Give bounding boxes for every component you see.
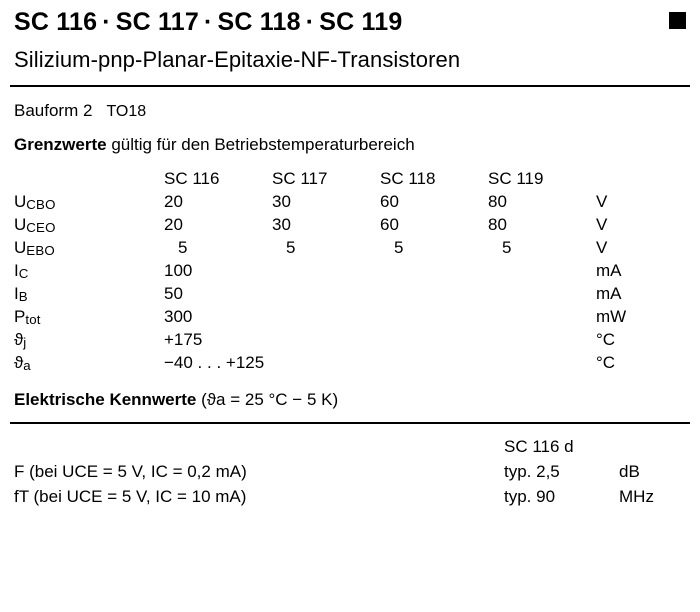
page-content [0, 101, 700, 410]
table-row [14, 282, 686, 305]
symbol-sub: j [23, 334, 27, 350]
symbol-main: ϑ [14, 329, 24, 349]
type-name-3: SC 119 [319, 8, 403, 36]
row-unit: mW [596, 306, 627, 326]
row-value-sc118: 60 [380, 191, 399, 211]
table-row [14, 213, 686, 236]
row-value-sc117: 5 [286, 237, 296, 257]
package-line [14, 101, 686, 121]
row-symbol [14, 259, 164, 282]
electrical-desc-header [14, 434, 504, 459]
symbol-sub: a [23, 357, 31, 373]
symbol-main: ϑ [14, 352, 24, 372]
row-symbol [14, 213, 164, 236]
row-unit: V [596, 191, 608, 211]
row-value-sc119: 80 [488, 191, 507, 211]
table-row [14, 459, 686, 484]
table-row [14, 305, 686, 328]
electrical-row-description: F (bei UCE = 5 V, IC = 0,2 mA) [14, 461, 247, 481]
row-symbol [14, 236, 164, 259]
row-value-sc117: 30 [272, 191, 291, 211]
col-sc116-header: SC 116 [164, 168, 220, 188]
electrical-row-description: fT (bei UCE = 5 V, IC = 10 mA) [14, 486, 247, 506]
row-symbol [14, 190, 164, 213]
row-symbol [14, 328, 164, 351]
symbol-sub: tot [25, 311, 41, 327]
table-row [14, 259, 686, 282]
symbol-sub: CEO [26, 219, 56, 235]
package-label: Bauform 2 [14, 101, 93, 120]
electrical-row-typ: typ. 90 [504, 486, 556, 506]
electrical-row-unit: dB [619, 461, 640, 481]
electrical-table-header-row [14, 434, 686, 459]
row-symbol [14, 351, 164, 374]
table-row [14, 190, 686, 213]
electrical-row-typ: typ. 2,5 [504, 461, 560, 481]
col-sc118-header: SC 118 [380, 168, 436, 188]
table-row [14, 328, 686, 351]
page-subtitle: Silizium-pnp-Planar-Epitaxie-NF-Transistoren [14, 47, 461, 72]
row-unit: V [596, 237, 608, 257]
row-value-common: 50 [164, 283, 183, 303]
electrical-unit-header [619, 434, 686, 459]
row-value-common: 100 [164, 260, 193, 280]
symbol-main: U [14, 237, 27, 257]
electrical-heading-bold: Elektrische Kennwerte [14, 390, 197, 409]
limits-table-header-row [14, 167, 686, 190]
symbol-main: U [14, 191, 27, 211]
electrical-table [14, 434, 686, 509]
col-sc119-header: SC 119 [488, 168, 544, 188]
col-symbol-header [14, 167, 164, 190]
symbol-sub: B [18, 288, 28, 304]
type-name-1: SC 117 [115, 8, 199, 36]
row-value-sc119: 5 [502, 237, 512, 257]
row-unit: °C [596, 329, 616, 349]
electrical-content [0, 434, 700, 509]
symbol-main: U [14, 214, 27, 234]
row-value-sc118: 5 [394, 237, 404, 257]
row-value-sc118: 60 [380, 214, 399, 234]
row-unit: mA [596, 283, 622, 303]
row-value-sc117: 30 [272, 214, 291, 234]
header-divider [10, 85, 690, 87]
electrical-device-header: SC 116 d [504, 436, 574, 456]
row-unit: mA [596, 260, 622, 280]
row-value-sc116: 20 [164, 191, 183, 211]
row-value-sc116: 20 [164, 214, 183, 234]
table-row [14, 351, 686, 374]
symbol-main: P [14, 306, 26, 326]
electrical-heading-condition: (ϑa = 25 °C − 5 K) [196, 390, 339, 409]
symbol-main: I [14, 260, 19, 280]
row-value-common: 300 [164, 306, 193, 326]
electrical-heading [14, 390, 686, 410]
title-separator-2: · [305, 8, 315, 36]
limits-heading-rest: gültig für den Betriebstemperaturbereich [106, 135, 415, 154]
row-value-sc116: 5 [178, 237, 188, 257]
package-value: TO18 [106, 103, 147, 120]
electrical-row-unit: MHz [619, 486, 654, 506]
row-unit: °C [596, 352, 616, 372]
limits-heading-bold: Grenzwerte [14, 135, 107, 154]
row-value-common: +175 [164, 329, 203, 349]
row-symbol [14, 282, 164, 305]
row-value-common: −40 . . . +125 [164, 352, 265, 372]
title-separator-1: · [203, 8, 213, 36]
title-separator-0: · [102, 8, 111, 36]
limits-heading [14, 135, 686, 155]
row-symbol [14, 305, 164, 328]
table-row [14, 236, 686, 259]
symbol-sub: EBO [26, 242, 55, 258]
table-row [14, 484, 686, 509]
symbol-sub: CBO [26, 196, 56, 212]
electrical-divider [10, 422, 690, 424]
black-square-icon [669, 12, 686, 29]
col-unit-header [596, 167, 686, 190]
symbol-sub: C [18, 265, 29, 281]
row-value-sc119: 80 [488, 214, 507, 234]
type-name-0: SC 116 [14, 8, 98, 36]
row-unit: V [596, 214, 608, 234]
page-title [14, 8, 686, 37]
page-header [0, 0, 700, 73]
limits-table [14, 167, 686, 374]
symbol-main: I [14, 283, 19, 303]
col-sc117-header: SC 117 [272, 168, 328, 188]
type-name-2: SC 118 [217, 8, 301, 36]
